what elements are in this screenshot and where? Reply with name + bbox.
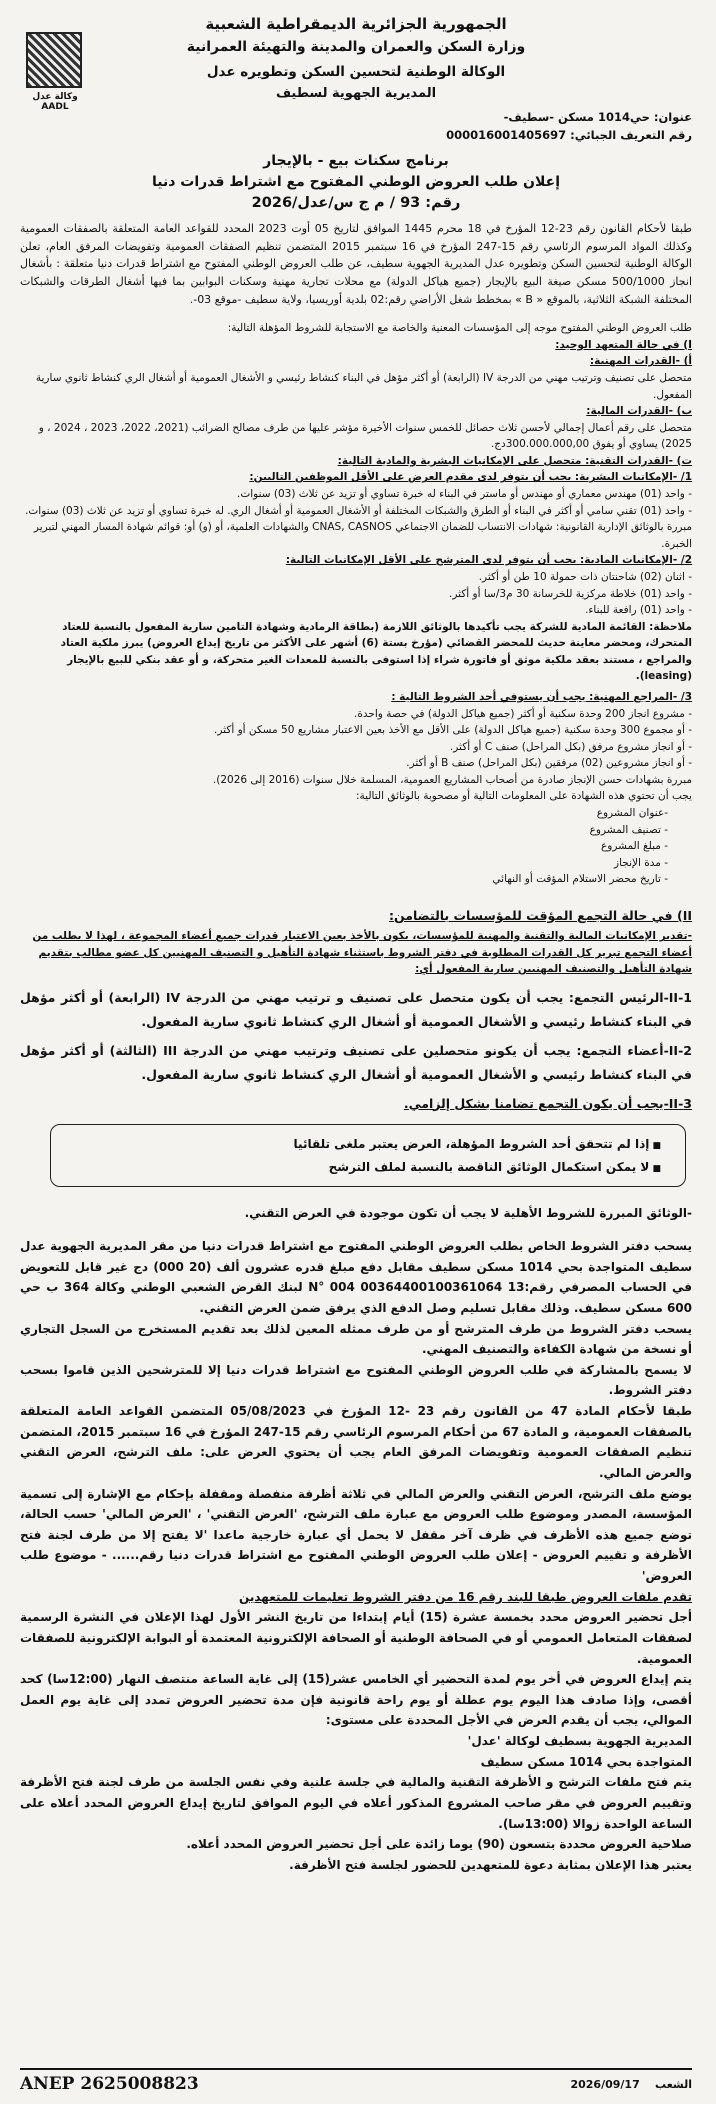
list-item: -عنوان المشروع xyxy=(596,807,668,820)
warning-box xyxy=(50,1124,686,1188)
eligibility-lead: طلب العروض الوطني المفتوح موجه إلى المؤسسات المعنية والخاصة مع الاستجابة للشروط المؤهلة التالية: xyxy=(227,322,692,335)
meta xyxy=(20,109,692,145)
intro-paragraph: طبقا لأحكام القانون رقم 23-12 المؤرخ في 18 محرم 1445 الموافق لتاريخ 05 أوت 2023 المحدد للقواعد العامة المتعلقة بالصفقات العمومية وكذلك المواد المرسوم الرئاسي رقم 15-247 المؤرخ في 16 سبتمبر 2015 المتضمن تنظيم الصفقات العمومية وتفويضات المرفق العام، تعلن الوكالة الوطنية لتحسين السكن وتطويره عدل المديرية الجهوية سطيف، عن طلب العروض الوطني المفتوح مع اشتراط قدرات دنيا متعلقة : بأشغال انجاز 500/1000 مسكن صيغة البيع بالإيجار (جميع هياكل الدولة) مع محلات تجارية مهنية وسكنات البوابين بما فيها أشغال الطرقات والشبكات المختلفة الشبكة الثلاثية، بالموقع « B » بمخطط شغل الأراضي رقم:02 بلدية أوريسيا، ولاية سطيف -موقع 03-. xyxy=(20,222,693,306)
announcement-heading: إعلان طلب العروض الوطني المفتوح مع اشتراط قدرات دنيا xyxy=(151,173,560,190)
list-item: - اثنان (02) شاحنتان ذات حمولة 10 طن أو أكثر. xyxy=(478,570,692,583)
list-item: يجب أن تحتوي هذه الشهادة على المعلومات التالية أو مصحوبة بالوثائق التالية: xyxy=(356,790,692,803)
list-item: - مدة الإنجاز xyxy=(614,856,668,869)
final-p1: يسحب دفتر الشروط الخاص بطلب العروض الوطني المفتوح مع اشتراط قدرات دنيا من مقر المديرية الجهوية عدل سطيف المتواجدة بحي 1014 مسكن سطيف مقابل دفع مبلغ قدره عشرون ألف (20 000) دج غير قابل للتعويض في الحساب المصرفي رقم:13 00364400100361064 N° 004 لبنك القرض الشعبي الوطني وكالة 364 ب حي 600 مسكن سطيف. وذلك مقابل تسليم وصل الدفع الذي يرفق ضمن العرض التقني. xyxy=(20,1239,693,1315)
financial-heading: ب) -القدرات المالية: xyxy=(586,405,692,418)
references-heading: 3/ -المراجع المهنية: يجب أن يستوفي أحد الشروط التالية : xyxy=(391,690,692,703)
consortium-heading: II) في حالة التجمع المؤقت للمؤسسات بالتضامن: xyxy=(388,907,692,923)
final-p9: المديرية الجهوية بسطيف لوكالة 'عدل' xyxy=(467,1734,692,1749)
consortium-leader: 1-II-الرئيس التجمع: يجب أن يكون متحصل على تصنيف و ترتيب مهني من الدرجة IV (الرابعة) أو أكثر مؤهل في البناء كنشاط رئيسي و الأشغال العمومية أو أشغال الري كنشاط ثانوي سارية المفعول. xyxy=(20,990,692,1030)
technical-heading: ت) -القدرات التقنية: متحصل على الإمكانيات البشرية والمادية التالية: xyxy=(337,454,692,467)
ministry-title: وزارة السكن والعمران والمدينة والتهيئة العمرانية xyxy=(186,39,526,56)
list-item: - واحد (01) خلاطة مركزية للخرسانة 30 م3/سا أو أكثر. xyxy=(448,587,692,600)
address: عنوان: حي1014 مسكن -سطيف- xyxy=(503,109,692,124)
publication-info xyxy=(570,2078,692,2091)
list-item: - تصنيف المشروع xyxy=(589,823,668,836)
directorate-title: المديرية الجهوية لسطيف xyxy=(275,86,437,102)
final-p6: تقدم ملفات العروض طبقا للبند رقم 16 من دفتر الشروط تعليمات للمتعهدين xyxy=(239,1589,692,1604)
list-item: - تاريخ محضر الاستلام المؤقت أو النهائي xyxy=(492,873,668,886)
final-section xyxy=(20,1203,692,1875)
list-item: - مشروع انجاز 200 وحدة سكنية أو أكثر (جميع هياكل الدولة) في حصة واحدة. xyxy=(354,707,692,720)
final-p8: يتم إيداع العروض في أخر يوم لمدة التحضير أي الخامس عشر(15) إلى غاية الساعة منتصف النهار (12:00سا) كحد أقصى، وإذا صادف هذا اليوم يوم عطلة أو يوم راحة قانونية فإن مدة تحضير العروض تمدد إلى غاية يوم العمل الموالي، يجب أن يقدم العرض في الأجل المحددة على مستوى: xyxy=(20,1672,693,1728)
final-p2: يسحب دفتر الشروط من طرف المترشح أو من طرف ممثله المعين لذلك بعد تقديم المستخرج من السجل التجاري أو نسخة من شهادة الكفاءة والتصنيف المهني. xyxy=(20,1321,692,1357)
final-p12: صلاحية العروض محددة بتسعون (90) يوما زائدة على أجل تحضير العروض المحدد أعلاه. xyxy=(186,1837,692,1852)
final-p10: المتواجدة بحي 1014 مسكن سطيف xyxy=(480,1754,692,1769)
final-p5: يوضع ملف الترشح، العرض التقني والعرض المالي في ثلاثة أظرفة منفصلة ومقفلة بإحكام مع الإشارة إلى تسمية المؤسسة، المصدر وموضوع طلب العروض مع عبارة ملف الترشح، 'العرض التقني' ، 'العرض المالي' حسب الحالة، توضع جميع هذه الأظرف في ظرف آخر مقفل لا يحمل أي عبارة خارجية ماعدا 'لا يفتح إلا من طرف لجنة فتح الأظرفة و تقييم العروض - إعلان طلب العروض الوطني المفتوح مع اشتراط قدرات دنيا رقم...... - موضوع طلب العروض' xyxy=(20,1486,692,1584)
consortium-form: 3-II-يجب أن يكون التجمع تضامنا بشكل إلزامي. xyxy=(403,1095,692,1111)
list-item: - أو انجاز مشروعين (02) مرفقين (بكل المراحل) صنف B أو أكثر. xyxy=(406,757,692,770)
header xyxy=(20,14,692,112)
list-item: مبررة بالوثائق الإدارية القانونية: شهادات الانتساب للضمان الاجتماعي CNAS, CASNOS والشهادات العلمية، أو (و) أو: قوائم شهادة المسار المهني لتبرير الخبرة. xyxy=(33,521,692,550)
final-p0: -الوثائق المبررة للشروط الأهلية لا يجب أن تكون موجودة في العرض التقني. xyxy=(244,1206,692,1221)
newspaper-name: الشعب xyxy=(655,2077,692,2091)
program: برنامج سكنات بيع - بالإيجار xyxy=(263,152,449,169)
agency-title: الوكالة الوطنية لتحسين السكن وتطويره عدل xyxy=(206,64,506,81)
professional-text: متحصل على تصنيف وترتيب مهني من الدرجة IV (الرابعة) أو أكثر مؤهل في البناء كنشاط رئيسي و الأشغال العمومية أو أشغال الري كنشاط ثانوي سارية المفعول. xyxy=(35,371,692,401)
final-p13: يعتبر هذا الإعلان بمثابة دعوة للمتعهدين للحضور لجلسة فتح الأظرفة. xyxy=(289,1857,692,1872)
material-note: ملاحظة: القائمة المادية للشركة يجب تأكيدها بالوثائق اللازمة (بطاقة الرمادية وشهادة التامين سارية المفعول بالنسبة للعتاد المتحرك، ومحضر معاينة حديث للمحضر القضائي (مؤرخ بستة (6) أشهر على الأكثر من تاريخ إيداع العروض) يبرز ملكية العتاد والمراجع ، مستند بعقد ملكية موثق أو فاتورة شراء إذا استوفى بالنسبة للمعدات الغير متحركة، و أو عقد بنكي للبيع بالإيجار (leasing). xyxy=(60,620,692,683)
republic-title: الجمهورية الجزائرية الديمقراطية الشعبية xyxy=(205,15,507,33)
consortium-member: 2-II-أعضاء التجمع: يجب أن يكونو متحصلين على تصنيف وترتيب مهني من الدرجة III (الثالثة) أو أكثر مؤهل في البناء كنشاط رئيسي و الأشغال العمومية أو أشغال الري كنشاط ثانوي سارية المفعول. xyxy=(20,1042,692,1083)
financial-text: متحصل على رقم أعمال إجمالي لأحسن ثلاث حصائل للخمس سنوات الأخيرة مؤشر عليها من طرف مصالح الضرائب (2021، 2022، 2023 ، 2024 ، و 2025) يساوي أو يفوق 300.000.000,00دج. xyxy=(38,421,692,451)
consortium-section xyxy=(20,904,692,1188)
eligibility-section xyxy=(20,320,692,888)
announcement-title xyxy=(20,151,692,215)
list-item: - مبلغ المشروع xyxy=(600,840,668,853)
publication-date: 2026/09/17 xyxy=(570,2077,640,2091)
aadl-logo xyxy=(26,32,82,88)
final-p3: لا يسمح بالمشاركة في طلب العروض الوطني المفتوح مع اشتراط قدرات دنيا إلا للمترشحين الذين قاموا بسحب دفتر الشروط. xyxy=(20,1362,692,1398)
anep-code: ANEP 2625008823 xyxy=(20,2074,199,2094)
tax-id: رقم التعريف الجبائي: 000016001405697 xyxy=(446,127,692,142)
list-item: - واحد (01) مهندس معماري أو مهندس أو ماستر في البناء له خبرة تساوي أو تزيد عن ثلاث (03) سنوات. xyxy=(237,488,692,501)
logo-caption: وكالة عدل AADL xyxy=(32,92,78,112)
material-heading: 2/ -الإمكانيات المادية: يجب أن يتوفر لدى المترشح على الأقل الإمكانيات التالية: xyxy=(285,554,692,567)
final-p7: أجل تحضير العروض محدد بخمسة عشرة (15) أيام إبتداءا من تاريخ النشر الأول لهذا الإعلان في النشرة الرسمية لصفقات المتعامل العمومي أو في الصحافة الوطنية أو الصحافة الإلكترونية المعتمدة أو البوابة الإلكترونية للصفقات العمومية. xyxy=(20,1610,692,1666)
final-p11: يتم فتح ملفات الترشح و الأظرفة التقنية والمالية في جلسة علنية وفي نفس الجلسة من طرف لجنة فتح الأظرفة وتقييم العروض في مقر صاحب المشروع المذكور أعلاه في اليوم الموافق لتاريخ إيداع العروض المحدد أعلاه على الساعة الواحدة زوالا (13:00سا). xyxy=(20,1775,692,1831)
list-item: - أو مجموع 300 وحدة سكنية (جميع هياكل الدولة) على الأقل مع الأخذ بعين الاعتبار مشاريع 50 مسكن أو أكثر. xyxy=(214,724,692,737)
list-item: مبررة بشهادات حسن الإنجاز صادرة من أصحاب المشاريع العمومية، المسلمة خلال سنوات (2016 إلى 2026). xyxy=(212,773,692,786)
list-item: - أو انجاز مشروع مرفق (بكل المراحل) صنف C أو أكثر. xyxy=(449,740,692,753)
list-item: - واحد (01) تقني سامي أو أكثر في البناء أو الطرق والشبكات المختلفة أو الأشغال العمومية أو أشغال الري. له خبرة تساوي أو تزيد عن ثلاث (03) سنوات. xyxy=(25,504,692,517)
human-resources-heading: 1/ -الإمكانيات البشرية: يجب أن يتوفر لدى مقدم العرض على الأقل الموظفين التاليين: xyxy=(249,471,692,484)
warning-item: ■ لا يمكن استكمال الوثائق الناقصة بالنسبة لملف الترشح xyxy=(65,1156,661,1179)
list-item: - واحد (01) رافعة للبناء. xyxy=(585,604,692,617)
single-bidder-heading: I) في حالة المتعهد الوحيد: xyxy=(555,338,692,351)
warning-item: ■ إذا لم تتحقق أحد الشروط المؤهلة، العرض يعتبر ملغى تلقائيا xyxy=(65,1133,661,1156)
footer xyxy=(20,2068,692,2094)
consortium-lead: -تقدير الإمكانيات المالية والتقنية والمهنية للمؤسسات، يكون بالأخذ بعين الاعتبار قدرات جميع أعضاء المجموعة ، لهذا لا يطلب من أعضاء التجمع تبرير كل القدرات المطلوبة في دفتر الشروط باستثناء شهادة التأهيل و التصنيف المهنيين كل عضو مطالب بتقديم شهادة التأهيل والتصنيف المهنيين سارية المفعول أي: xyxy=(32,930,692,976)
professional-heading: أ) -القدرات المهنية: xyxy=(589,355,692,368)
final-p4: طبقا لأحكام المادة 47 من القانون رقم 23 -12 المؤرخ في 05/08/2023 المتضمن القواعد العامة المتعلقة بالصفقات العمومية، و المادة 67 من أحكام المرسوم الرئاسي رقم 15-247 المؤرخ في 16 سبتمبر 2015، المتضمن تنظيم الصفقات العمومية وتفويضات المرفق العام يجب أن يحتوي العرض على: ملف الترشح، العرض التقني والعرض المالي. xyxy=(20,1404,693,1480)
announcement-number: رقم: 93 / م ج س/عدل/2026 xyxy=(251,194,461,211)
